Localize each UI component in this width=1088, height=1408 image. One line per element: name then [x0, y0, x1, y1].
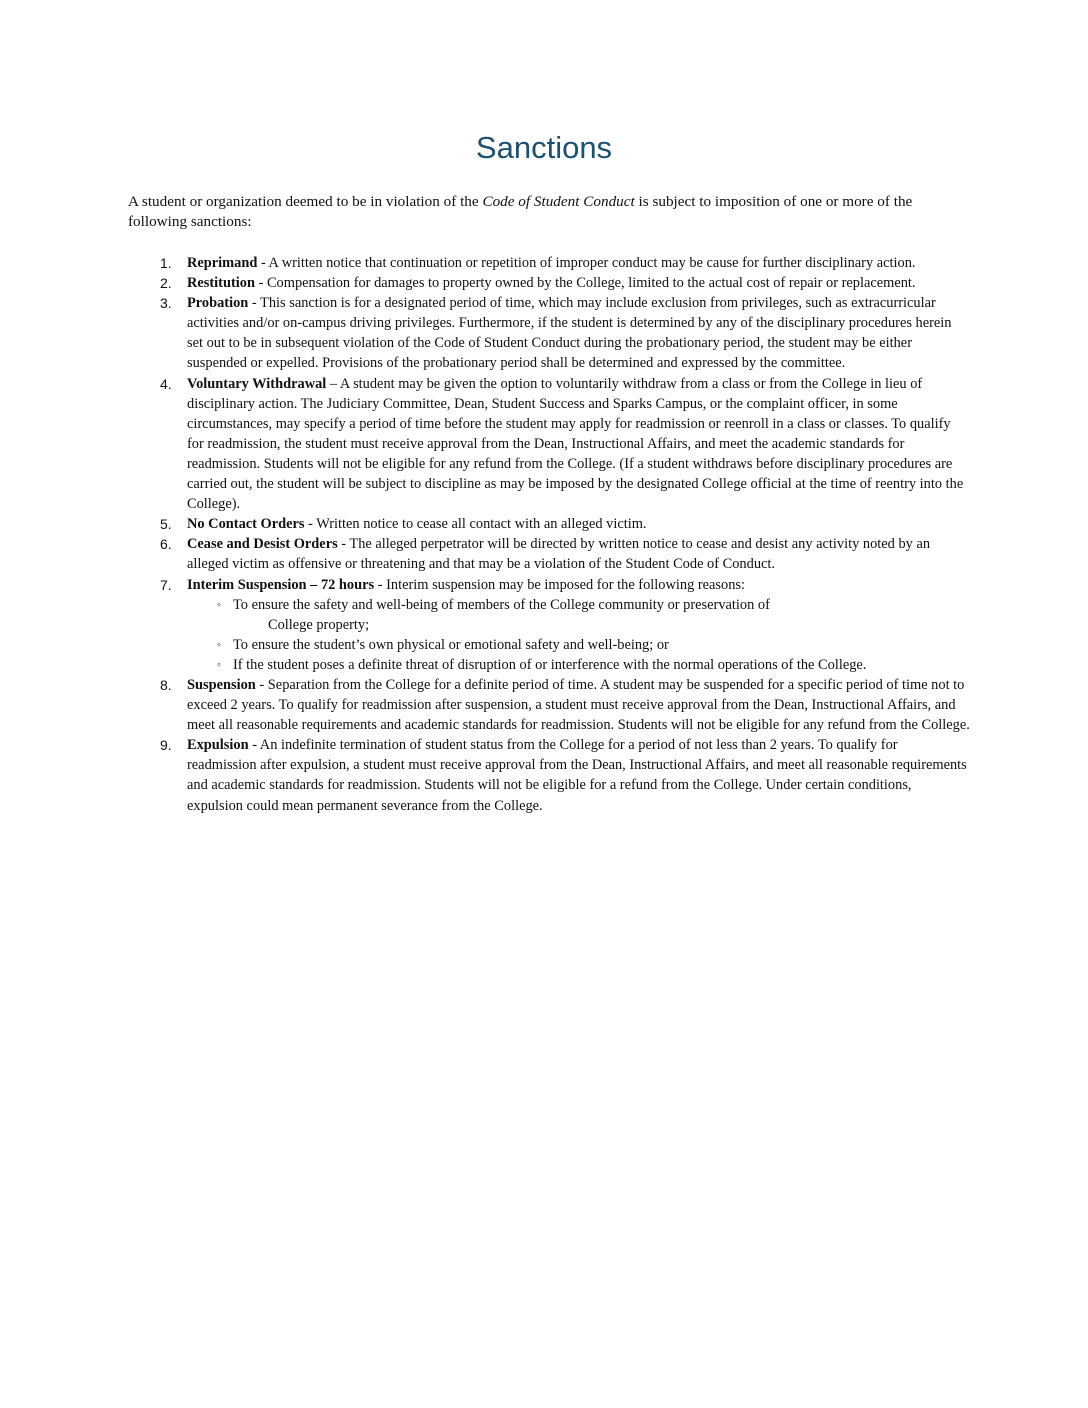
bullet-icon: ◦ — [217, 598, 221, 611]
interim-reason-item — [187, 595, 970, 635]
interim-reason-text: If the student poses a definite threat of disruption of or interference with the normal operations of the College. — [233, 656, 867, 673]
item-number: 4. — [160, 375, 172, 392]
sanction-item-cease-and-desist — [148, 534, 970, 574]
item-number: 1. — [160, 255, 172, 271]
sanction-description: - An indefinite termination of student status from the College for a period of not less than 2 years. To qualify for readmission after expulsion, a student must receive approval from the Dean, Instructional Affairs, and meet all reasonable requirements and academic standards for readmission. Students will not be eligible for a refund from the College. Under certain conditions, expulsion could mean permanent severance from the College. — [187, 737, 967, 814]
sanction-item-interim-suspension — [148, 575, 970, 675]
sanctions-list — [148, 253, 970, 816]
intro-text-after: is subject to imposition of one or more of the following sanctions: — [128, 193, 913, 230]
sanction-item-no-contact-orders — [148, 514, 970, 534]
item-number: 6. — [160, 536, 172, 553]
interim-reason-item — [187, 655, 970, 675]
item-number: 7. — [160, 576, 172, 593]
interim-reasons-list — [187, 595, 970, 675]
sanction-description: - This sanction is for a designated period of time, which may include exclusion from privileges, such as extracurricular activities and/or on-campus driving privileges. Furthermore, if the student is determined by any of the disciplinary procedures herein set out to be in subsequent violation of the Code of Student Conduct during the probationary period, the student may be either suspended or expelled. Provisions of the probationary period shall be determined and expressed by the committee. — [187, 295, 952, 372]
interim-reason-continuation: College property; — [268, 616, 370, 633]
sanction-term: Reprimand — [187, 255, 258, 271]
item-number: 9. — [160, 737, 172, 754]
sanction-item-restitution — [148, 273, 970, 293]
sanction-description: - Compensation for damages to property owned by the College, limited to the actual cost of repair or replacement. — [254, 275, 916, 292]
bullet-icon: ◦ — [217, 658, 221, 671]
interim-reason-text: To ensure the student’s own physical or emotional safety and well-being; or — [233, 636, 669, 653]
sanction-term: Suspension — [187, 676, 256, 693]
sanction-description: - The alleged perpetrator will be directed by written notice to cease and desist any activity noted by an alleged victim as offensive or threatening and that may be a violation of the Student Code of Conduct. — [187, 536, 931, 573]
sanction-term: Probation — [187, 295, 249, 312]
sanction-item-reprimand — [148, 253, 970, 273]
intro-paragraph — [128, 192, 918, 232]
intro-text-before: A student or organization deemed to be in violation of the — [128, 193, 483, 210]
sanction-item-expulsion — [148, 735, 970, 815]
sanction-description: - A written notice that continuation or repetition of improper conduct may be cause for further disciplinary action. — [257, 255, 916, 271]
sanction-term: No Contact Orders — [187, 516, 305, 533]
interim-reason-text: To ensure the safety and well-being of members of the College community or preservation of — [233, 596, 770, 613]
sanction-description: - Interim suspension may be imposed for the following reasons: — [374, 576, 746, 593]
sanction-term: Cease and Desist Orders — [187, 536, 338, 553]
sanction-item-voluntary-withdrawal — [148, 374, 970, 515]
sanction-description: – A student may be given the option to voluntarily withdraw from a class or from the College in lieu of disciplinary action. The Judiciary Committee, Dean, Student Success and Sparks Campus, or the complaint officer, in some circumstances, may specify a period of time before the student may apply for readmission or reenroll in a class or classes. To qualify for readmission, the student must receive approval from the Dean, Instructional Affairs, and meet the academic standards for readmission. Students will not be eligible for any refund from the College. (If a student withdraws before disciplinary procedures are carried out, the student will be subject to discipline as may be imposed by the designated College official at the time of reentry into the College). — [187, 375, 964, 513]
interim-reason-item — [187, 635, 970, 655]
sanction-term: Interim Suspension – 72 hours — [187, 576, 375, 593]
bullet-icon: ◦ — [217, 638, 221, 651]
intro-code-title: Code of Student Conduct — [482, 193, 635, 210]
item-number: 5. — [160, 516, 172, 533]
sanction-item-suspension — [148, 675, 970, 735]
sanction-term: Restitution — [187, 275, 255, 292]
sanction-term: Expulsion — [187, 737, 249, 754]
item-number: 8. — [160, 676, 172, 693]
sanction-item-probation — [148, 293, 970, 373]
sanction-description: - Written notice to cease all contact with an alleged victim. — [304, 516, 647, 533]
sanction-description: - Separation from the College for a definite period of time. A student may be suspended for a specific period of time not to exceed 2 years. To qualify for readmission after suspension, a student must receive approval from the Dean, Instructional Affairs, and meet all reasonable requirements and academic standards for readmission. Students will not be eligible for any refund from the College. — [187, 676, 970, 734]
item-number: 3. — [160, 295, 172, 312]
item-number: 2. — [160, 275, 172, 292]
page-title: Sanctions — [475, 130, 613, 165]
sanction-term: Voluntary Withdrawal — [187, 375, 327, 392]
